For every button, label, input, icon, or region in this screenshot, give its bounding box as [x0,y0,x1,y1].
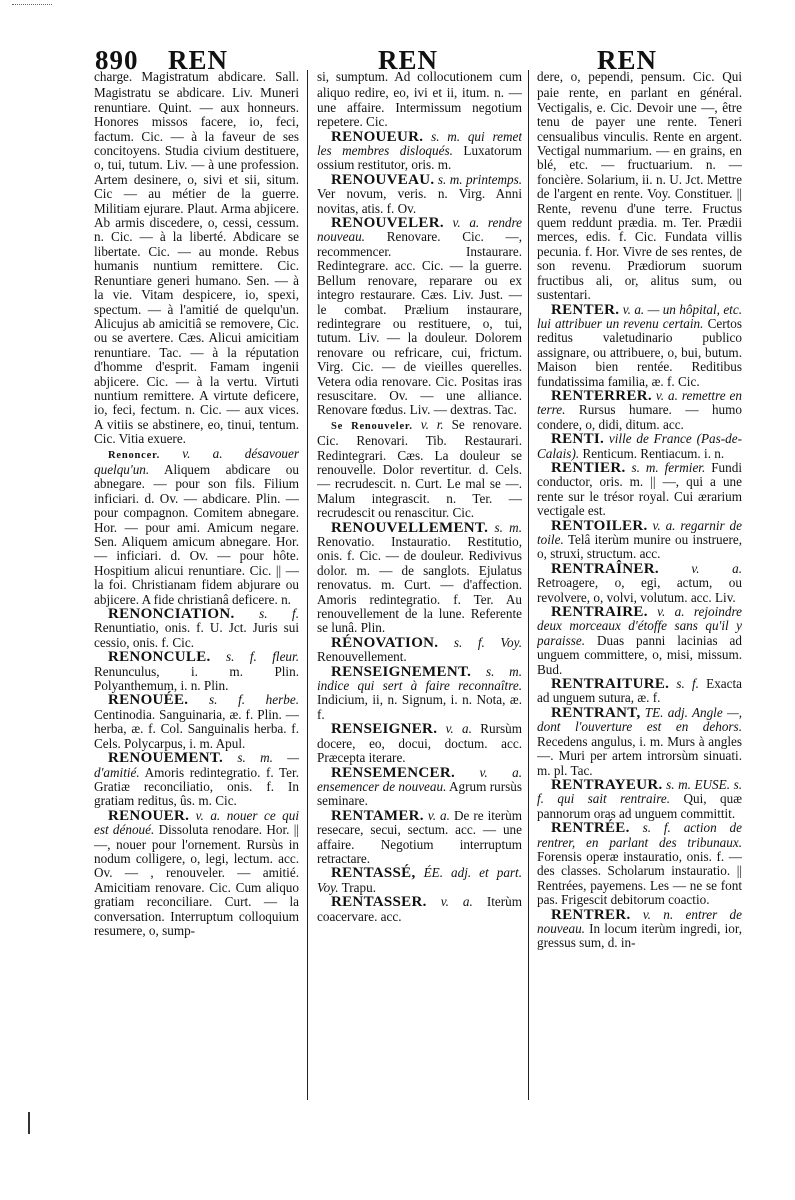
dictionary-entry [317,722,522,765]
entry-definition: v. n. entrer de nouveau. [537,906,742,936]
entry-definition: s. m. printemps. [437,171,522,187]
entry-definition: v. a. nouer ce qui est dénoué. [94,807,299,838]
entry-headword: RENTAMER. [331,807,424,824]
entry-headword: RÉNOVATION. [331,634,439,651]
entry-headword: RENTRANT, [551,704,641,721]
entry-headword: Se Renouveler. [331,420,413,432]
entry-definition: v. a. regarnir de toile. [537,517,742,547]
dictionary-entry [317,809,522,867]
entry-definition: s. m. fermier. [631,459,706,475]
entry-body: Aliquem abdicare ou abnegare. — pour son fils. Filium inficiari. d. Ov. — abdicare. Plin. — pour compagnon. Comitem abnegare. Hor. — pour ami. Amicum negare. Sen. Aliquem amicum abnegare. Hor. — inficiari. d. Ov. — pour hôte. Hospitium alicui renuntiare. Cic. || — la foi. Christianam fidem abjurare ou abjicere. A fide christianâ deficere. n. [94,461,299,607]
dictionary-entry [317,636,522,665]
dictionary-entry [94,70,299,447]
entry-definition: v. a. désavouer quelqu'un. [94,445,299,477]
entry-definition: s. m. qui remet les membres disloqués. [317,128,522,159]
entry-headword: RENONCIATION. [108,606,235,623]
dictionary-entry [537,778,742,821]
entry-definition: s. f. action de rentrer, en parlant des tribunaux. [537,820,742,850]
entry-headword: RENTI. [551,431,605,448]
dictionary-entry [94,809,299,939]
entry-definition: v. a. [445,721,472,737]
dictionary-entry [537,677,742,706]
entry-body: Ver novum, veris. n. Virg. Anni novitas, atis. f. Ov. [317,186,522,216]
entry-definition: s. m. [494,519,522,535]
entry-definition: s. f. herbe. [209,692,299,708]
entry-headword: RENSEMENCER. [331,764,456,781]
entry-headword: RENTOILER. [551,517,648,534]
entry-headword: RENTRAÎNER. [551,560,659,577]
page-number: 890 [95,45,139,75]
entry-headword: RENOUER. [108,807,190,824]
entry-body: Recedens angulus, i. m. Murs à angles —. Muri per artem introrsùm sinuati. m. pl. Tac. [537,733,742,778]
top-margin-mark [12,4,52,6]
dictionary-entry [537,519,742,562]
entry-headword: RENTRAYEUR. [551,776,663,793]
entry-definition: s. f. [259,606,299,622]
entry-body: charge. Magistratum abdicare. Sall. Magistratu se abdicare. Liv. Muneri renuntiare. Quint. — aux honneurs. Honores missos facere, io, feci, factum. Cic. — à la faveur de ses concitoyens. Studia civium destituere, o, tui, tutum. Liv. — à une profession. Artem desinere, o, sivi et sii, situm. Cic — au métier de la guerre. Militiam ejurare. Plaut. Arma abjicere. Ab armis discedere, o, cessi, cessum. n. Cic. — à la liberté. Abdicare se libertate. Cic. — au monde. Rebus humanis nuntium remittere. Cic. Renuntiare generi humano. Sen. — à la vie. Vitam despicere, io, spexi, spectum. — à l'amitié de quelqu'un. Alicujus ab amicitiâ se removere, Cic. ou se avertere. Cæs. Alicui amicitiam renuntiare. Tac. — à la réputation d'homme d'esprit. Famam ingenii abjicere. Cic. — à la vertu. Virtuti nuntium remittere. A virtute deficere, io, feci, fectum. n. Cic. — aux vices. A vitiis se abstinere, eo, tinui, tentum. Cic. Vitia exuere. [94,70,299,447]
entry-definition: ÉE. adj. et part. Voy. [317,865,522,895]
entry-headword: RENTER. [551,301,620,318]
entry-headword: RENOUÉE. [108,692,189,709]
entry-body: Exacta ad unguem sutura, æ. f. [537,676,742,706]
entry-headword: RENOUVELER. [331,215,444,232]
entry-body: Indicium, ii, n. Signum, i. n. Nota, æ. f. [317,692,522,722]
entry-body: Iterùm coacervare. acc. [317,894,522,924]
entry-body: Agrum rursùs seminare. [317,778,522,809]
entry-headword: RENTRÉE. [551,820,630,837]
entry-body: Telâ iterùm munire ou instruere, o, struxi, structum. acc. [537,532,742,562]
dictionary-entry [94,650,299,693]
column-divider [307,70,308,1100]
entry-body: Renovare. Cic. —, recommencer. Instaurare. Redintegrare. acc. Cic. — la guerre. Bellum renovare, reparare ou ex integro restaurare. Cæs. Liv. Just. — le combat. Prælium instaurare, redintegrare ou restituere, o, tui, tutum. Liv. — la douleur. Dolorem renovare ou refricare, cui, frictum. Virg. Cic. — de vieilles querelles. Vetera odia renovare. Cic. Positas iras resuscitare. Ov. — une alliance. Renovare fœdus. Liv. — dextras. Tac. [317,229,522,418]
entry-body: Luxatorum ossium restitutor, oris. m. [317,143,522,173]
dictionary-entry [537,706,742,778]
entry-body: Renticum. Rentiacum. i. n. [582,445,725,461]
entry-body: si, sumptum. Ad collocutionem cum aliquo redire, eo, ivi et ii, itum. n. — une affaire. Intermissum negotium repetere. Cic. [317,70,522,130]
entry-body: Renouvellement. [317,649,407,665]
entry-body: Trapu. [341,879,376,895]
entry-headword: RENOUEMENT. [108,750,224,767]
dictionary-entry [537,389,742,432]
entry-body: Forensis operæ instauratio, onis. f. — des classes. Scholarum instauratio. || Rentrées, payemens. Les — ne se font pas. Frigescit debitorum coactio. [537,848,742,908]
entry-body: De re iterùm resecare, secui, sectum. acc. — une affaire. Negotium interruptum retractare. [317,807,522,866]
entry-definition: TE. adj. Angle —, dont l'ouverture est en dehors. [537,704,742,735]
column-right [537,70,742,1120]
entry-body: In locum iterùm ingredi, ior, gressus sum, d. in- [537,920,742,951]
entry-body: Retroagere, o, egi, actum, ou revolvere, o, volvi, volutum. acc. Liv. [537,575,742,605]
entry-definition: s. f. [676,676,699,692]
dictionary-entry [94,607,299,650]
dictionary-entry [537,70,742,303]
dictionary-entry [537,461,742,519]
dictionary-entry [317,173,522,216]
entry-definition: s. f. fleur. [226,649,299,665]
entry-headword: RENTASSÉ, [331,865,416,882]
dictionary-entry [317,665,522,723]
entry-body: Centinodia. Sanguinaria, æ. f. Plin. — herba, æ. f. Col. Sanguinalis herba. f. Cels. Polycarpus, i. m. Apul. [94,706,299,751]
dictionary-entry [94,693,299,751]
dictionary-entry [537,605,742,677]
dictionary-entry [317,130,522,173]
entry-body: Duas panni lacinias ad unguem committere, o, misi, missum. Bud. [537,632,742,677]
dictionary-entry [317,418,522,521]
guide-word-center: REN [378,45,439,75]
dictionary-entry [537,432,742,461]
entry-body: Se renovare. Cic. Renovari. Tib. Restaurari. Redintegrari. Cæs. La douleur se renouvelle. Dolor revertitur. d. Cels. — recrudescit. n. Curt. Le mal se —. Malum integrascit. n. Ter. — recrudescit ou renascitur. Cic. [317,416,522,521]
entry-headword: RENOUVEAU. [331,171,435,188]
entry-body: Renunculus, i. m. Plin. Polyanthemum, i. n. Plin. [94,663,299,694]
entry-body: Renuntiatio, onis. f. U. Jct. Juris sui cessio, onis. f. Cic. [94,620,299,650]
entry-headword: RENSEIGNEMENT. [331,663,472,680]
entry-headword: RENTIER. [551,459,626,476]
guide-word-left: REN [168,45,229,75]
entry-definition: v. a. rejoindre deux morceaux d'étoffe sans qu'il y paraisse. [537,604,742,648]
dictionary-entry [94,751,299,809]
entry-body: Amoris redintegratio. f. Ter. Gratiæ reconciliatio, onis. f. In gratiam reditus, ûs. m. Cic. [94,764,299,809]
dictionary-entry [317,766,522,809]
dictionary-entry [317,70,522,130]
dictionary-entry [537,908,742,951]
entry-body: Certos reditus valetudinario publico assignare, ou attribuere, o, bui, butum. Maison bien rentée. Reditibus fundatissima familia, æ. f. Cic. [537,315,742,389]
dictionary-entry [537,821,742,907]
entry-definition: ville de France (Pas-de-Calais). [537,431,742,461]
entry-headword: RENSEIGNER. [331,721,438,738]
entry-headword: RENTRAITURE. [551,676,670,693]
entry-headword: RENOUEUR. [331,128,424,145]
entry-headword: RENTRAIRE. [551,604,648,621]
entry-headword: RENOUVELLEMENT. [331,519,489,536]
entry-definition: s. m. indice qui sert à faire reconnaître. [317,663,522,694]
entry-definition: v. a. remettre en terre. [537,387,742,418]
entry-definition: s. f. Voy. [453,634,522,650]
entry-body: Rursus humare. — humo condere, o, didi, ditum. acc. [537,402,742,432]
column-divider [528,70,529,1100]
entry-body: dere, o, pependi, pensum. Cic. Qui paie rente, en parlant en général. Vectigalis, e. Cic. Devoir une —, être tenu de payer une rente. Teneri censualibus vinculis. Rente en argent. Vectigal nummarium. — en grains, en blé, etc. — fructuarium. n. — foncière. Solarium, ii. n. U. Jct. Mettre de l'argent en rente. Voy. Constituer. || Rente, revenu d'une terre. Fructus quem reddunt prædia. m. Ter. Prædii merces, edis. f. Cic. Fundata villis pecunia. f. Hor. Vivre de ses rentes, de son revenu. Prædiorum suorum fructibus ali, or, alitus sum, ou sustentari. [537,70,742,303]
entry-definition: v. a. [691,560,742,576]
entry-definition: v. a. [427,807,450,823]
margin-mark [28,1112,32,1134]
dictionary-entry [537,562,742,605]
dictionary-entry [537,303,742,389]
entry-body: Dissoluta renodare. Hor. || —, nouer pour l'ornement. Rursùs in nodum colligere, o, legi, lectum. acc. Ov. — , renouveler. — amitié. Amicitiam renovare. Cic. Cum aliquo gratiam reconciliare. Curt. — la conversation. Interruptum colloquium resumere, o, sump- [94,822,299,938]
dictionary-entry [317,866,522,895]
dictionary-entry [317,895,522,924]
entry-body: Fundi conductor, oris. m. || —, qui a une rente sur le trésor royal. Cui ærarium vectigale est. [537,459,742,519]
entry-definition: s. m. — d'amitié. [94,750,299,780]
column-left [94,70,299,1120]
entry-body: Rursùm docere, eo, docui, doctum. acc. Præcepta iterare. [317,721,522,766]
entry-definition: v. a. — un hôpital, etc. lui attribuer un revenu certain. [537,301,742,331]
entry-headword: RENONCULE. [108,649,211,666]
guide-word-right: REN [597,45,658,75]
entry-headword: RENTERRER. [551,387,652,404]
entry-headword: Renoncer. [108,449,161,461]
entry-definition: s. m. EUSE. s. f. qui sait rentraire. [537,776,742,807]
entry-headword: RENTRER. [551,906,631,923]
entry-body: Renovatio. Instauratio. Restitutio, onis. f. Cic. — de douleur. Redivivus dolor. m. — de sanglots. Ejulatus renovatus. m. Curt. — d'affection. Amoris redintegratio. f. Ter. Au renouvellement de la lune. Referente se lunâ. Plin. [317,534,522,636]
entry-body: Qui, quæ pannorum oras ad unguem committit. [537,791,742,821]
entry-definition: v. a. [440,894,473,910]
column-center [317,70,522,1120]
dictionary-entry [317,216,522,418]
entry-definition: v. r. [420,416,444,432]
dictionary-entry [94,447,299,607]
entry-headword: RENTASSER. [331,894,427,911]
dictionary-entry [317,521,522,636]
entry-definition: v. a. ensemencer de nouveau. [317,764,522,794]
entry-definition: v. a. rendre nouveau. [317,215,522,245]
